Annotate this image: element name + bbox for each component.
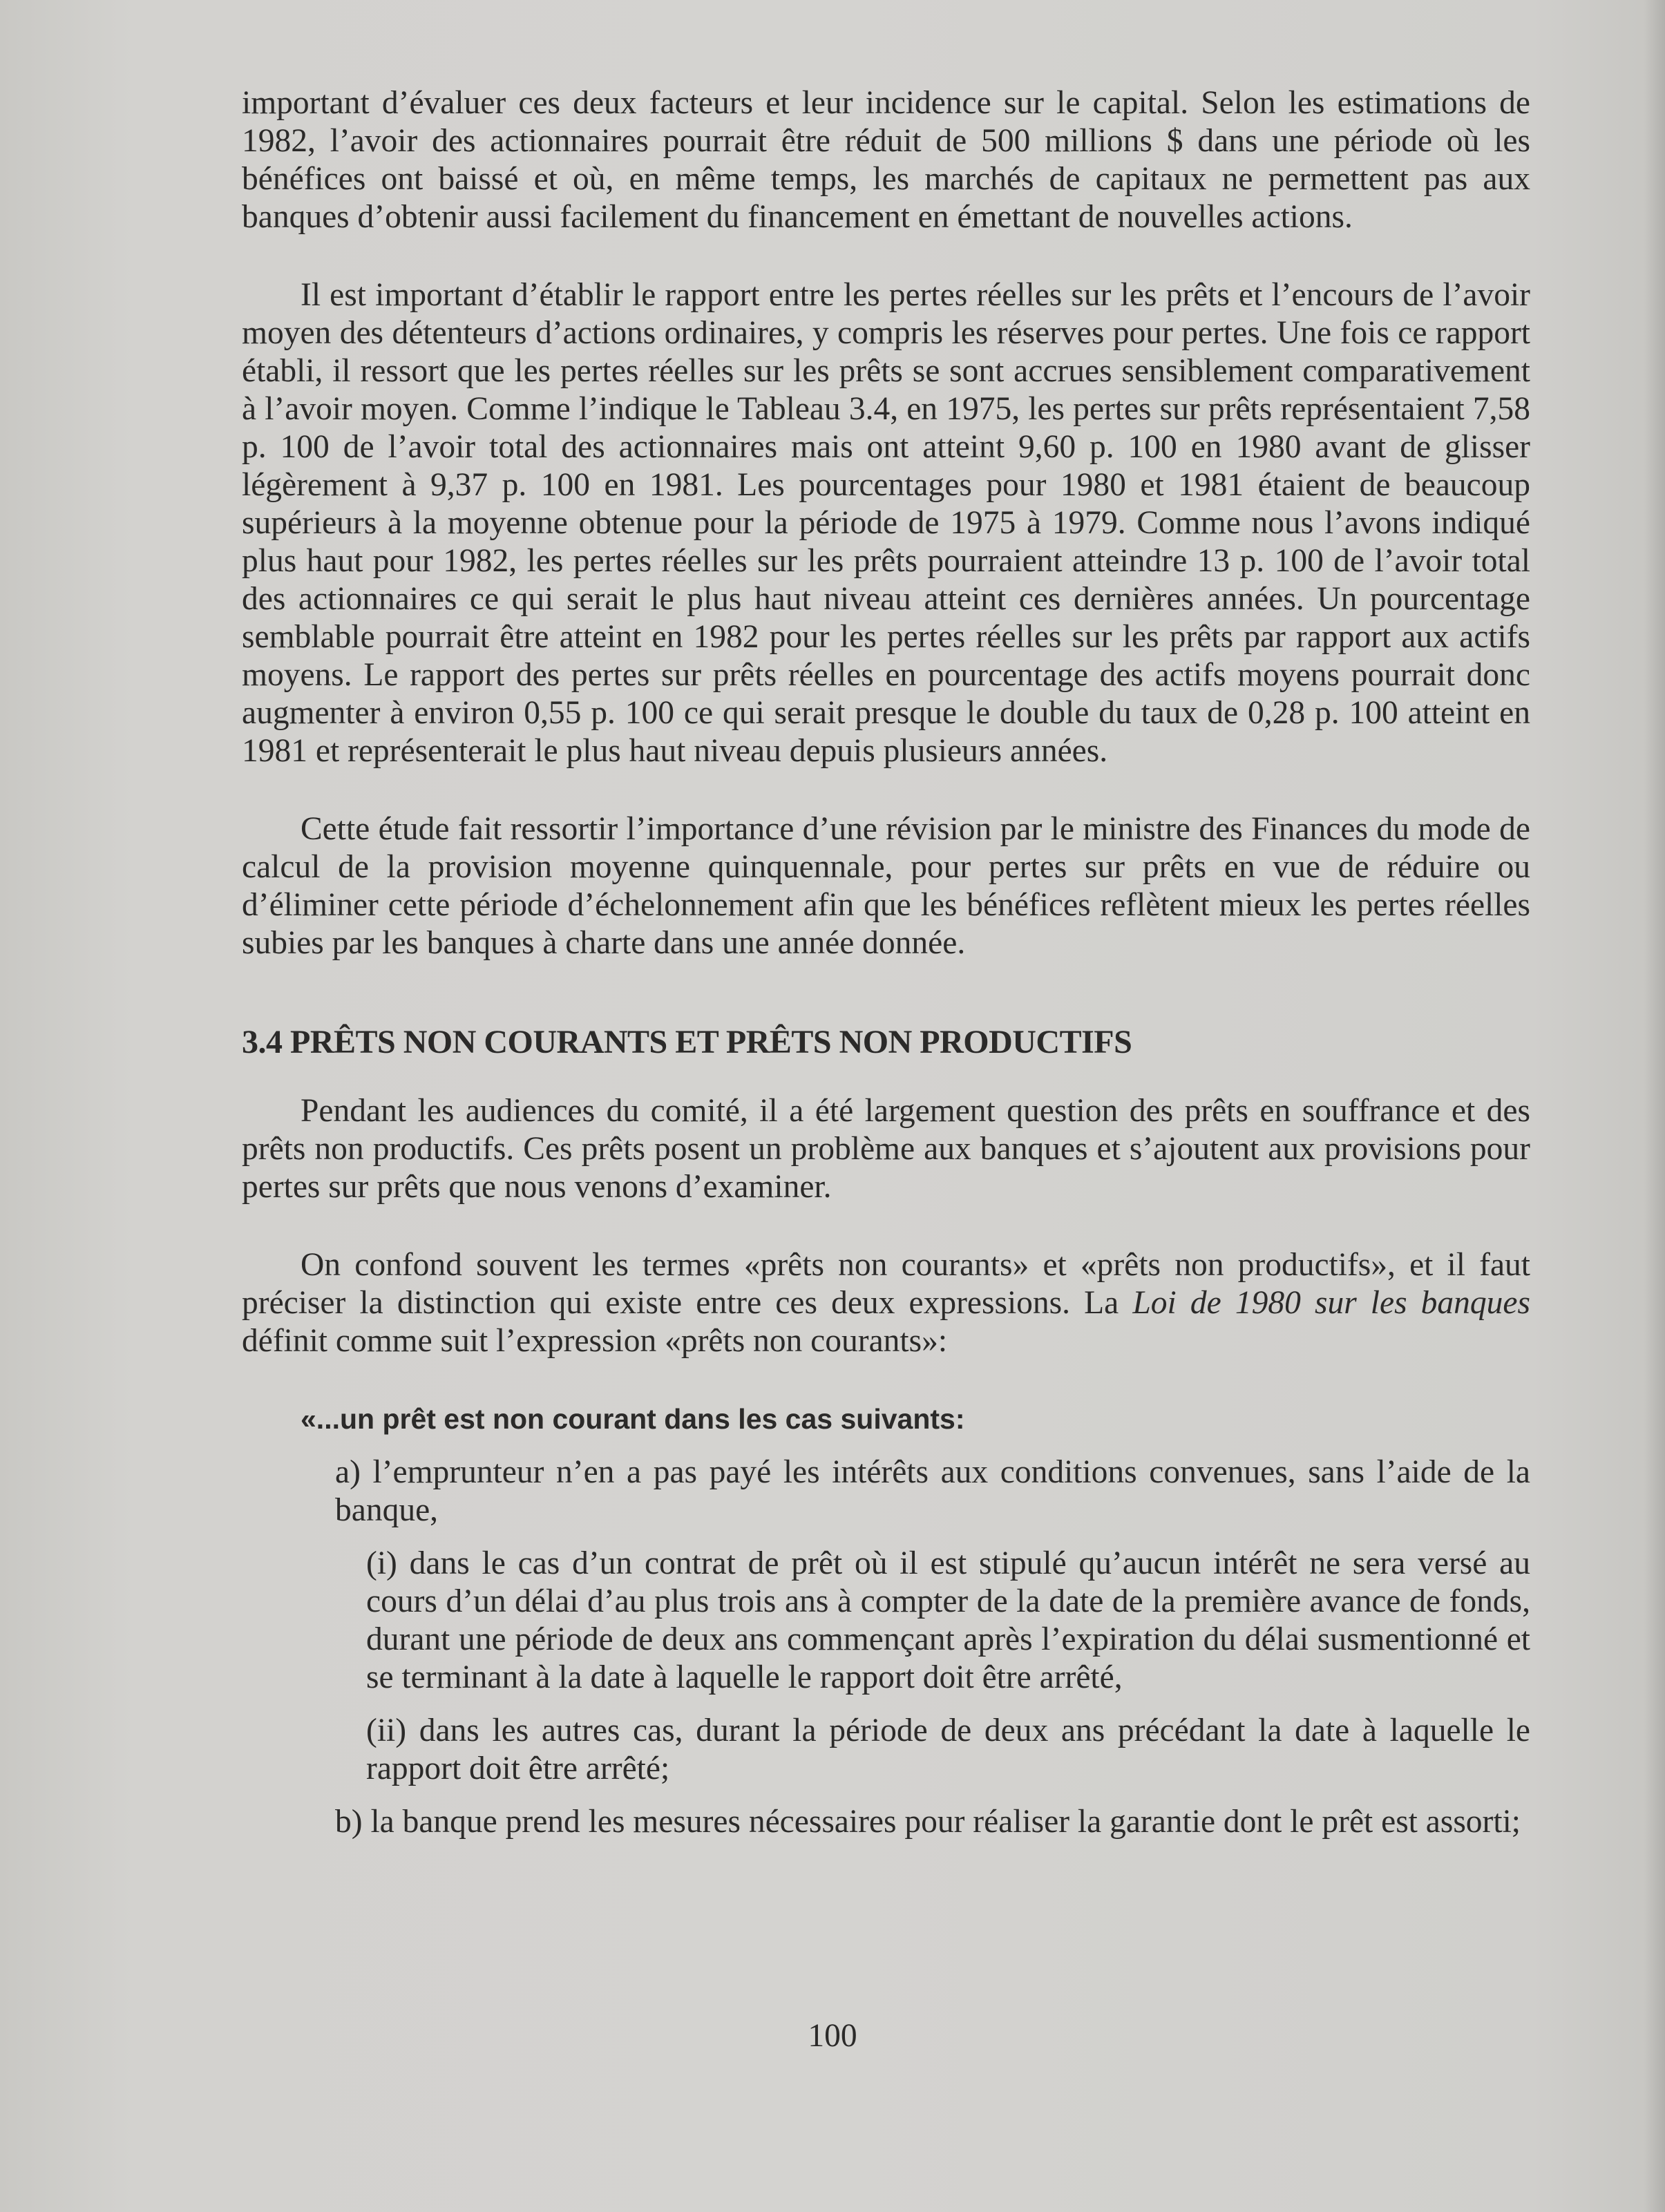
law-title: Loi de 1980 sur les banques (1132, 1285, 1530, 1321)
section-heading: 3.4 PRÊTS NON COURANTS ET PRÊTS NON PRODUCTIFS (242, 1024, 1132, 1060)
paragraph-1: important d’évaluer ces deux facteurs et leur incidence sur le capital. Selon les estimations de 1982, l’avoir des actionnaires pourrait être réduit de 500 millions $ dans une période où les bénéfices ont baissé et où, en même temps, les marchés de capitaux ne permettent pas aux banques d’obtenir aussi facilement du financement en émettant de nouvelles actions. (242, 85, 1530, 235)
list-item-i: (i) dans le cas d’un contrat de prêt où il est stipulé qu’aucun intérêt ne sera versé au cours d’un délai d’au plus trois ans à compter de la date de la première avance de fonds, durant une période de deux ans commençant après l’expiration du délai susmentionné et se terminant à la date à laquelle le rapport doit être arrêté, (366, 1545, 1530, 1695)
quote-lead: «...un prêt est non courant dans les cas suivants: (301, 1403, 965, 1435)
paragraph-3: Cette étude fait ressortir l’importance d’une révision par le ministre des Finances du mode de calcul de la provision moyenne quinquennale, pour pertes sur prêts en vue de réduire ou d’éliminer cette période d’échelonnement afin que les bénéfices reflètent mieux les pertes réelles subies par les banques à charte dans une année donnée. (242, 811, 1530, 961)
page-edge-shadow (1644, 0, 1665, 2212)
list-item-a: a) l’emprunteur n’en a pas payé les intérêts aux conditions convenues, sans l’aide de la banque, (335, 1454, 1530, 1528)
paragraph-4: Pendant les audiences du comité, il a été largement question des prêts en souffrance et des prêts non productifs. Ces prêts posent un problème aux banques et s’ajoutent aux provisions pour pertes sur prêts que nous venons d’examiner. (242, 1093, 1530, 1205)
paragraph-2: Il est important d’établir le rapport entre les pertes réelles sur les prêts et l’encours de l’avoir moyen des détenteurs d’actions ordinaires, y compris les réserves pour pertes. Une fois ce rapport établi, il ressort que les pertes réelles sur les prêts se sont accrues sensiblement comparativement à l’avoir moyen. Comme l’indique le Tableau 3.4, en 1975, les pertes sur prêts représentaient 7,58 p. 100 de l’avoir total des actionnaires mais ont atteint 9,60 p. 100 en 1980 avant de glisser légèrement à 9,37 p. 100 en 1981. Les pourcentages pour 1980 et 1981 étaient de beaucoup supérieurs à la moyenne obtenue pour la période de 1975 à 1979. Comme nous l’avons indiqué plus haut pour 1982, les pertes réelles sur les prêts pourraient atteindre 13 p. 100 de l’avoir total des actionnaires ce qui serait le plus haut niveau atteint ces dernières années. Un pourcentage semblable pourrait être atteint en 1982 pour les pertes réelles sur les prêts par rapport aux actifs moyens. Le rapport des pertes sur prêts réelles en pourcentage des actifs moyens pourrait donc augmenter à environ 0,55 p. 100 ce qui serait presque le double du taux de 0,28 p. 100 atteint en 1981 et représenterait le plus haut niveau depuis plusieurs années. (242, 277, 1530, 769)
paragraph-5-end: définit comme suit l’expression «prêts non courants»: (242, 1323, 948, 1359)
page-number: 100 (808, 2018, 857, 2054)
paragraph-5 (242, 1246, 1530, 1360)
list-item-b: b) la banque prend les mesures nécessaires pour réaliser la garantie dont le prêt est assorti; (335, 1804, 1521, 1840)
body-text (242, 84, 1530, 1856)
paragraph-5-start: On confond souvent les termes «prêts non courants» et «prêts non productifs», et il faut préciser la distinction qui existe entre ces deux expressions. La (242, 1247, 1530, 1321)
list-item-ii: (ii) dans les autres cas, durant la période de deux ans précédant la date à laquelle le rapport doit être arrêté; (366, 1713, 1530, 1786)
